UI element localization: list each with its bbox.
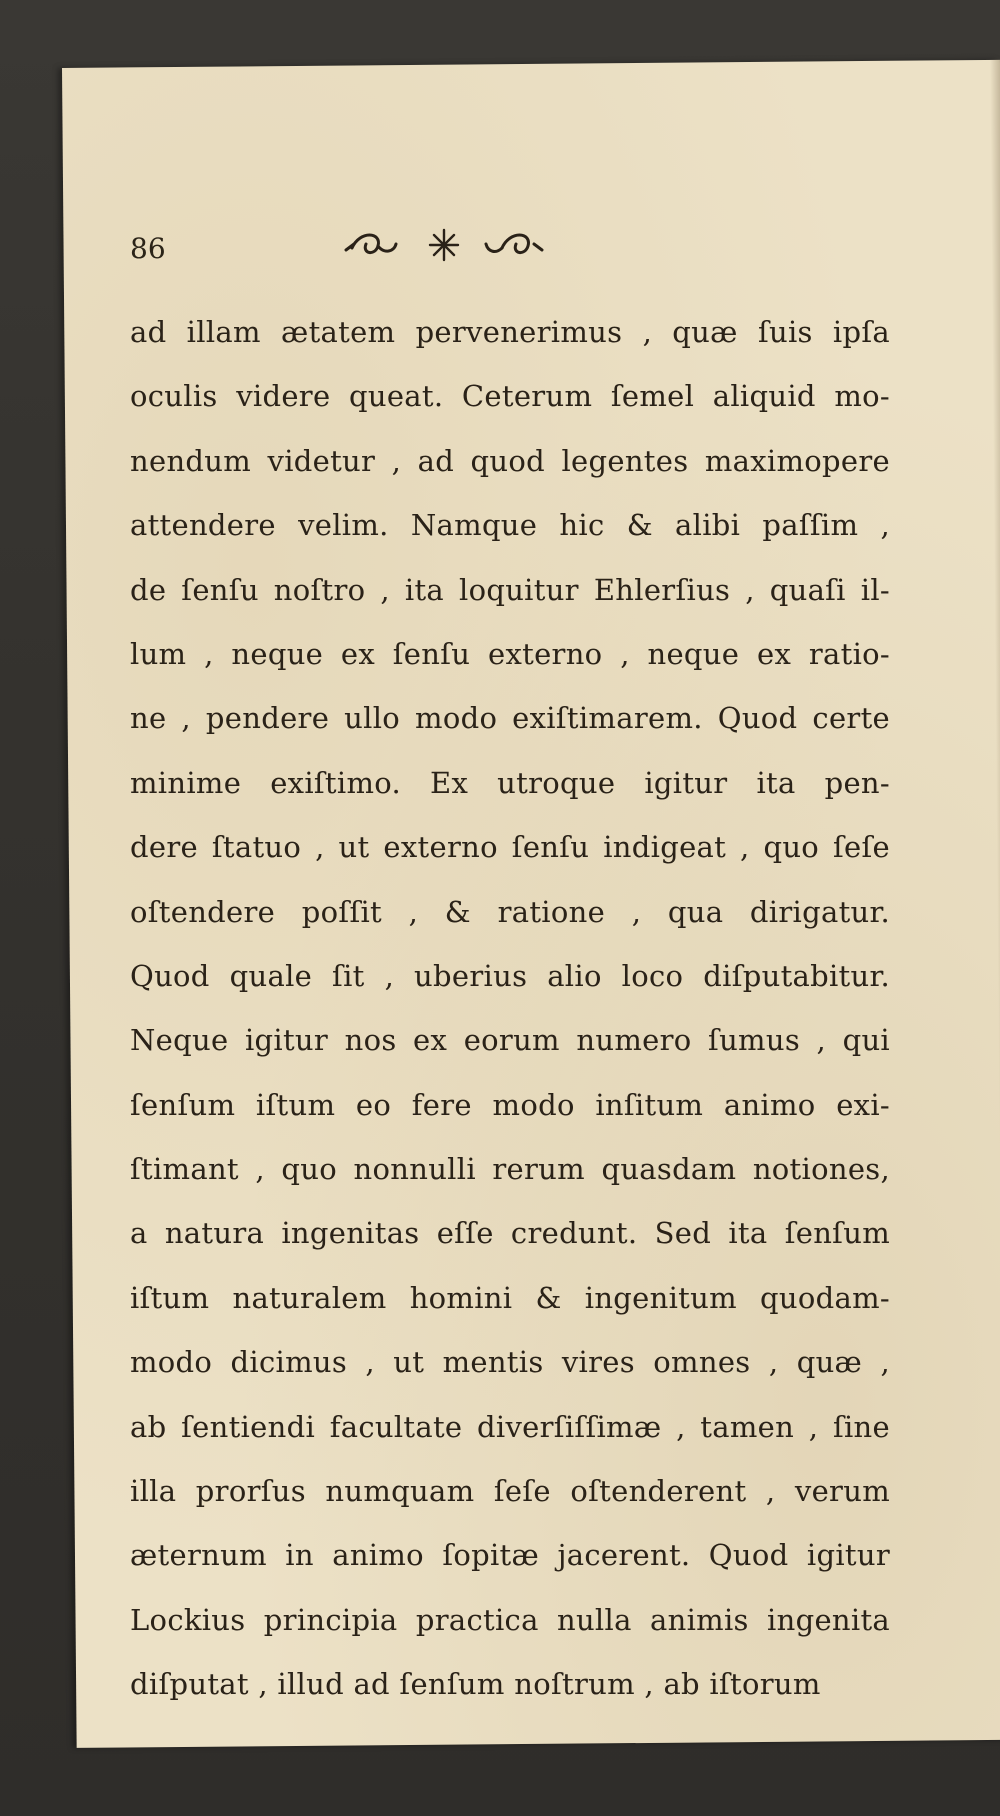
page-header: [130, 216, 830, 276]
text-line: modo dicimus , ut mentis vires omnes , quæ ,: [130, 1345, 890, 1380]
text-line: ad illam ætatem pervenerimus , quæ ſuis ipſa: [130, 315, 890, 349]
page-number: 86: [130, 232, 166, 265]
text-line: lum , neque ex ſenſu externo , neque ex ratio-: [130, 636, 890, 671]
text-line: oculis videre queat. Ceterum ſemel aliquid mo-: [130, 379, 890, 414]
text-line: Lockius principia practica nulla animis ingenita: [130, 1602, 890, 1637]
text-line: ab ſentiendi facultate diverſiſſimæ , tamen , ſine: [130, 1409, 890, 1444]
text-line: a natura ingenitas eſſe credunt. Sed ita ſenſum: [130, 1216, 890, 1251]
text-line: æternum in animo ſopitæ jacerent. Quod igitur: [130, 1538, 890, 1573]
text-line: minime exiſtimo. Ex utroque igitur ita pen-: [130, 765, 890, 800]
text-line: Neque igitur nos ex eorum numero ſumus , qui: [130, 1023, 890, 1058]
text-line: nendum videtur , ad quod legentes maximopere: [130, 443, 890, 478]
text-line: ſenſum iſtum eo fere modo inſitum animo exi-: [130, 1087, 890, 1122]
text-line: dere ſtatuo , ut externo ſenſu indigeat , quo ſeſe: [130, 830, 890, 865]
body-text: [130, 300, 890, 1717]
text-line: oſtendere poſſit , & ratione , qua dirigatur.: [130, 894, 890, 929]
text-line: attendere velim. Namque hic & alibi paſſim ,: [130, 508, 890, 543]
page-edge-shadow: [990, 60, 1000, 1740]
text-line: illa prorſus numquam ſeſe oſtenderent , verum: [130, 1474, 890, 1509]
text-line: Quod quale ſit , uberius alio loco diſputabitur.: [130, 958, 890, 993]
text-line: de ſenſu noſtro , ita loquitur Ehlerſius , quaſi il-: [130, 572, 890, 607]
text-line: ſtimant , quo nonnulli rerum quasdam notiones,: [130, 1152, 890, 1187]
head-ornament-icon: [342, 220, 552, 270]
text-line: ne , pendere ullo modo exiſtimarem. Quod certe: [130, 701, 890, 736]
text-line: diſputat , illud ad ſenſum noſtrum , ab iſtorum: [130, 1667, 821, 1702]
text-line: iſtum naturalem homini & ingenitum quodam-: [130, 1280, 890, 1315]
